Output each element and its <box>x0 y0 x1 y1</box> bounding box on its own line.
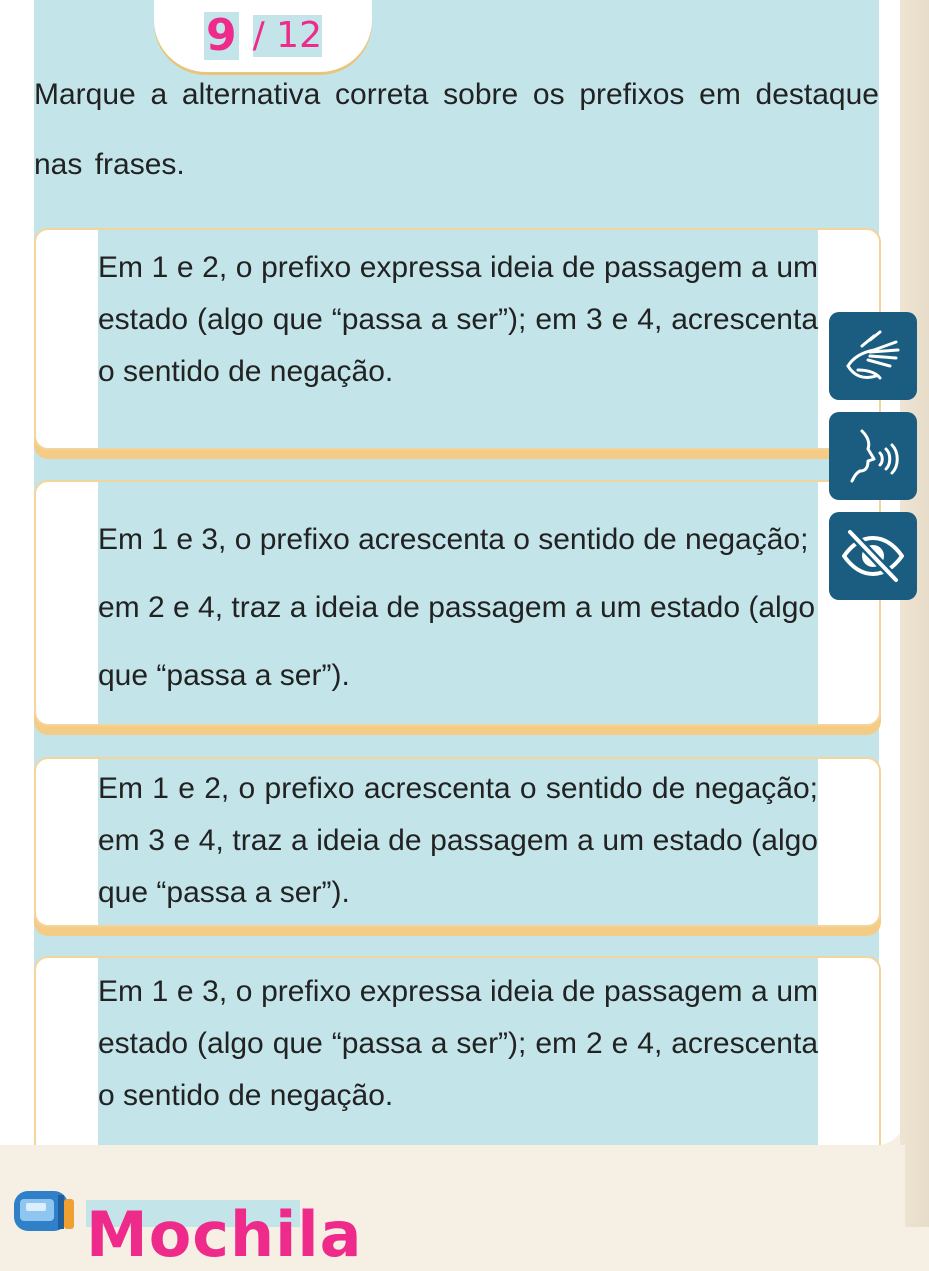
brand-logo <box>86 1198 363 1271</box>
sign-language-icon <box>840 326 906 386</box>
answer-option-3[interactable] <box>34 757 881 927</box>
brand-name: Mochila <box>86 1198 363 1271</box>
answer-option-text: Em 1 e 3, o prefixo acrescenta o sentido de negação; em 2 e 4, traz a ideia de passagem a um estado (algo que “passa a ser”). <box>98 482 818 724</box>
answer-option-text: Em 1 e 2, o prefixo acrescenta o sentido de negação; em 3 e 4, traz a ideia de passagem a um estado (algo que “passa a ser”). <box>98 759 818 925</box>
answer-option-2[interactable] <box>34 480 881 726</box>
current-question-number: 9 <box>205 10 237 61</box>
backpack-icon[interactable] <box>12 1185 76 1227</box>
page-edge <box>900 0 929 1227</box>
question-text: Marque a alternativa correta sobre os prefixos em destaque nas frases. <box>34 78 879 181</box>
answer-option-4[interactable] <box>34 956 881 1170</box>
eye-slash-icon <box>838 526 908 586</box>
answer-option-1[interactable] <box>34 228 881 450</box>
total-questions: / 12 <box>252 15 322 56</box>
read-aloud-button[interactable] <box>829 412 917 500</box>
question-counter <box>154 0 372 72</box>
speaking-head-icon <box>840 423 906 489</box>
answer-option-text: Em 1 e 3, o prefixo expressa ideia de passagem a um estado (algo que “passa a ser”); em 2 e 4, acrescenta o sentido de negação. <box>98 958 818 1168</box>
answer-option-text: Em 1 e 2, o prefixo expressa ideia de passagem a um estado (algo que “passa a ser”); em 3 e 4, acrescenta o sentido de negação. <box>98 230 818 448</box>
hide-content-button[interactable] <box>829 512 917 600</box>
sign-language-button[interactable] <box>829 312 917 400</box>
